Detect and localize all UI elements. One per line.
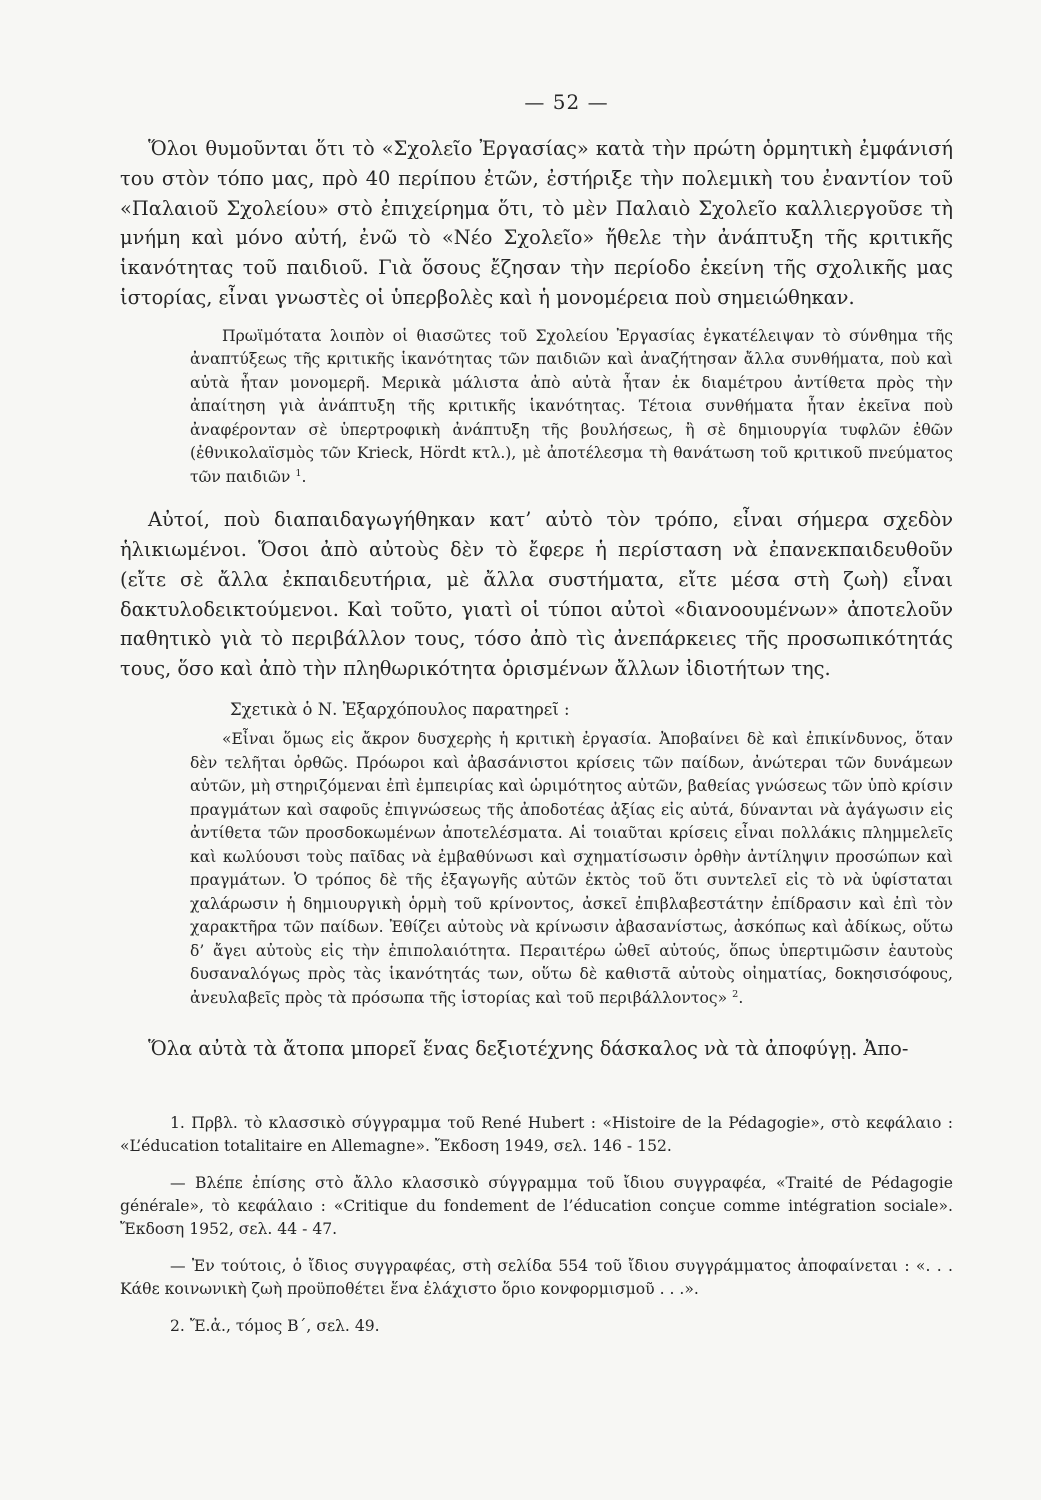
footnote-1: 1. Πρβλ. τὸ κλασσικὸ σύγγραμμα τοῦ René Hubert : «Histoire de la Pédagogie», στὸ κεφάλαιο : «L’éducation totalitaire en Allemagne». Ἔκδοση 1949, σελ. 146 - 152. <box>120 1113 953 1155</box>
footnote-ref-1: 1 <box>295 467 302 479</box>
quoted-passage-1: Πρωϊμότατα λοιπὸν οἱ θιασῶτες τοῦ Σχολείου Ἐργασίας ἐγκατέλειψαν τὸ σύνθημα τῆς ἀναπτύξεως τῆς κριτικῆς ἱκανότητας τῶν παιδιῶν καὶ ἀναζήτησαν ἄλλα συνθήματα, ποὺ καὶ αὐτὰ ἦταν μονομερῆ. Μερικὰ μάλιστα ἀπὸ αὐτὰ ἦταν ἐκ διαμέτρου ἀντίθετα πρὸς τὴν ἀπαίτηση γιὰ ἀνάπτυξη τῆς κριτικῆς ἱκανότητας. Τέτοια συνθήματα ἦταν ἐκεῖνα ποὺ ἀναφέρονταν σὲ ὑπερτροφικὴ ἀνάπτυξη τῆς βουλήσεως, ἢ σὲ δημιουργία τυφλῶν ἐθῶν (ἐθνικολαϊσμὸς τῶν Krieck, Hördt κτλ.), μὲ ἀποτέλεσμα τὴ θανάτωση τοῦ κριτικοῦ πνεύματος τῶν παιδιῶν $^1$. <box>190 326 953 486</box>
paragraph-2: Αὐτοί, ποὺ διαπαιδαγωγήθηκαν κατ’ αὐτὸ τὸν τρόπο, εἶναι σήμερα σχεδὸν ἡλικιωμένοι. Ὅσοι ἀπὸ αὐτοὺς δὲν τὸ ἔφερε ἡ περίσταση νὰ ἐπανεκπαιδευθοῦν (εἴτε σὲ ἄλλα ἐκπαιδευτήρια, μὲ ἄλλα συστήματα, εἴτε μέσα στὴ ζωὴ) εἶναι δακτυλοδεικτούμενοι. Καὶ τοῦτο, γιατὶ οἱ τύποι αὐτοὶ «διανοουμένων» ἀποτελοῦν παθητικὸ γιὰ τὸ περιβάλλον τους, τόσο ἀπὸ τὶς ἀνεπάρκειες τῆς προσωπικότητάς τους, ὅσο καὶ ἀπὸ τὴν πληθωρικότητα ὁρισμένων ἄλλων ἰδιοτήτων της. <box>120 508 953 681</box>
footnote-2: 2. Ἔ.ἀ., τόμος Β΄, σελ. 49. <box>170 1316 380 1335</box>
paragraph-1: Ὅλοι θυμοῦνται ὅτι τὸ «Σχολεῖο Ἐργασίας» κατὰ τὴν πρώτη ὁρμητικὴ ἐμφάνισή του στὸν τόπο μας, πρὸ 40 περίπου ἐτῶν, ἐστήριξε τὴν πολεμικὴ του ἐναντίον τοῦ «Παλαιοῦ Σχολείου» στὸ ἐπιχείρημα ὅτι, τὸ μὲν Παλαιὸ Σχολεῖο καλλιεργοῦσε τὴ μνήμη καὶ μόνο αὐτή, ἐνῶ τὸ «Νέο Σχολεῖο» ἤθελε τὴν ἀνάπτυξη τῆς κριτικῆς ἱκανότητας τοῦ παιδιοῦ. Γιὰ ὅσους ἔζησαν τὴν περίοδο ἐκείνη τῆς σχολικῆς μας ἱστορίας, εἶναι γνωστὲς οἱ ὑπερβολὲς καὶ ἡ μονομέρεια ποὺ σημειώθηκαν. <box>120 137 953 309</box>
quoted-passage-2: «Εἶναι ὅμως εἰς ἄκρον δυσχερὴς ἡ κριτικὴ ἐργασία. Ἀποβαίνει δὲ καὶ ἐπικίνδυνος, ὅταν δὲν τελῆται ὀρθῶς. Πρόωροι καὶ ἀβασάνιστοι κρίσεις τῶν παίδων, ἀνώτεραι τῶν δυνάμεων αὐτῶν, μὴ στηριζόμεναι ἐπὶ ἐμπειρίας καὶ ὡριμότητος αὐτῶν, βαθείας γνώσεως τῶν ὑπὸ κρίσιν πραγμάτων καὶ σαφοῦς ἐπιγνώσεως τῆς ἀποδοτέας ἀξίας εἰς αὐτά, δύνανται νὰ ἀγάγωσιν εἰς ἀντίθετα τῶν προσδοκωμένων ἀποτελέσματα. Αἱ τοιαῦται κρίσεις εἶναι πολλάκις πλημμελεῖς καὶ κωλύουσι τοὺς παῖδας νὰ ἐμβαθύνωσι καὶ σχηματίσωσιν ὀρθὴν ἀντίληψιν προσώπων καὶ πραγμάτων. Ὁ τρόπος δὲ τῆς ἐξαγωγῆς αὐτῶν ἐκτὸς τοῦ ὅτι συντελεῖ εἰς τὸ νὰ ὑφίσταται χαλάρωσιν ἡ δημιουργικὴ ὁρμὴ τοῦ κρίνοντος, ἀσκεῖ ἐπιβλαβεστάτην ἐπίδρασιν καὶ ἐπὶ τὸν χαρακτῆρα τῶν παίδων. Ἐθίζει αὐτοὺς νὰ κρίνωσιν ἀβασανίστως, ἀσκόπως καὶ ἀδίκως, οὕτω δ’ ἄγει αὐτοὺς εἰς τὴν ἐπιπολαιότητα. Περαιτέρω ὠθεῖ αὐτούς, ὅπως ὑπερτιμῶσιν ἑαυτοὺς δυσαναλόγως πρὸς τὰς ἱκανότητάς των, οὕτω δὲ καθιστᾶ αὐτοὺς οἰηματίας, δοκησισόφους, ἀνευλαβεῖς πρὸς τὰ πρόσωπα τῆς ἱστορίας καὶ τοῦ περιβάλλοντος» $^2$. <box>190 730 953 1007</box>
footnote-1-remark: — Ἐν τούτοις, ὁ ἴδιος συγγραφέας, στὴ σελίδα 554 τοῦ ἴδιου συγγράμματος ἀποφαίνεται : «. . . Κάθε κοινωνικὴ ζωὴ προϋποθέτει ἕνα ἐλάχιστο ὅριο κονφορμισμοῦ . . .». <box>120 1256 953 1298</box>
quoted-passage-2-text: «Εἶναι ὅμως εἰς ἄκρον δυσχερὴς ἡ κριτικὴ ἐργασία. Ἀποβαίνει δὲ καὶ ἐπικίνδυνος, ὅταν δὲν τελῆται ὀρθῶς. Πρόωροι καὶ ἀβασάνιστοι κρίσεις τῶν παίδων, ἀνώτεραι τῶν δυνάμεων αὐτῶν, μὴ στηριζόμεναι ἐπὶ ἐμπειρίας καὶ ὡριμότητος αὐτῶν, βαθείας γνώσεως τῶν ὑπὸ κρίσιν πραγμάτων καὶ σαφοῦς ἐπιγνώσεως τῆς ἀποδοτέας ἀξίας εἰς αὐτά, δύνανται νὰ ἀγάγωσιν εἰς ἀντίθετα τῶν προσδοκωμένων ἀποτελέσματα. Αἱ τοιαῦται κρίσεις εἶναι πολλάκις πλημμελεῖς καὶ κωλύουσι τοὺς παῖδας νὰ ἐμβαθύνωσι καὶ σχηματίσωσιν ὀρθὴν ἀντίληψιν προσώπων καὶ πραγμάτων. Ὁ τρόπος δὲ τῆς ἐξαγωγῆς αὐτῶν ἐκτὸς τοῦ ὅτι συντελεῖ εἰς τὸ νὰ ὑφίσταται χαλάρωσιν ἡ δημιουργικὴ ὁρμὴ τοῦ κρίνοντος, ἀσκεῖ ἐπιβλαβεστάτην ἐπίδρασιν καὶ ἐπὶ τὸν χαρακτῆρα τῶν παίδων. Ἐθίζει αὐτοὺς νὰ κρίνωσιν ἀβασανίστως, ἀσκόπως καὶ ἀδίκως, οὕτω δ’ ἄγει αὐτοὺς εἰς τὴν ἐπιπολαιότητα. Περαιτέρω ὠθεῖ αὐτούς, ὅπως ὑπερτιμῶσιν ἑαυτοὺς δυσαναλόγως πρὸς τὰς ἱκανότητάς των, οὕτω δὲ καθιστᾶ αὐτοὺς οἰηματίας, δοκησισόφους, ἀνευλαβεῖς πρὸς τὰ πρόσωπα τῆς ἱστορίας καὶ τοῦ περιβάλλοντος» <box>190 730 953 1007</box>
footnote-ref-2: 2 <box>732 988 739 1000</box>
page-number: — 52 — <box>524 90 609 114</box>
footnotes <box>120 1112 953 1338</box>
quote-intro: Σχετικὰ ὁ Ν. Ἐξαρχόπουλος παρατηρεῖ : <box>230 700 570 720</box>
paragraph-3: Ὅλα αὐτὰ τὰ ἄτοπα μπορεῖ ἕνας δεξιοτέχνης δάσκαλος νὰ τὰ ἀποφύγῃ. Ἀπο- <box>148 1037 909 1061</box>
quoted-passage-1-text: Πρωϊμότατα λοιπὸν οἱ θιασῶτες τοῦ Σχολείου Ἐργασίας ἐγκατέλειψαν τὸ σύνθημα τῆς ἀναπτύξεως τῆς κριτικῆς ἱκανότητας τῶν παιδιῶν καὶ ἀναζήτησαν ἄλλα συνθήματα, ποὺ καὶ αὐτὰ ἦταν μονομερῆ. Μερικὰ μάλιστα ἀπὸ αὐτὰ ἦταν ἐκ διαμέτρου ἀντίθετα πρὸς τὴν ἀπαίτηση γιὰ ἀνάπτυξη τῆς κριτικῆς ἱκανότητας. Τέτοια συνθήματα ἦταν ἐκεῖνα ποὺ ἀναφέρονταν σὲ ὑπερτροφικὴ ἀνάπτυξη τῆς βουλήσεως, ἢ σὲ δημιουργία τυφλῶν ἐθῶν (ἐθνικολαϊσμὸς τῶν Krieck, Hördt κτλ.), μὲ ἀποτέλεσμα τὴ θανάτωση τοῦ κριτικοῦ πνεύματος τῶν παιδιῶν <box>190 326 953 486</box>
footnote-1-continuation: — Βλέπε ἐπίσης στὸ ἄλλο κλασσικὸ σύγγραμμα τοῦ ἴδιου συγγραφέα, «Traité de Pédagogie générale», τὸ κεφάλαιο : «Critique du fondement de l’éducation conçue comme intégration sociale». Ἔκδοση 1952, σελ. 44 - 47. <box>120 1173 953 1238</box>
